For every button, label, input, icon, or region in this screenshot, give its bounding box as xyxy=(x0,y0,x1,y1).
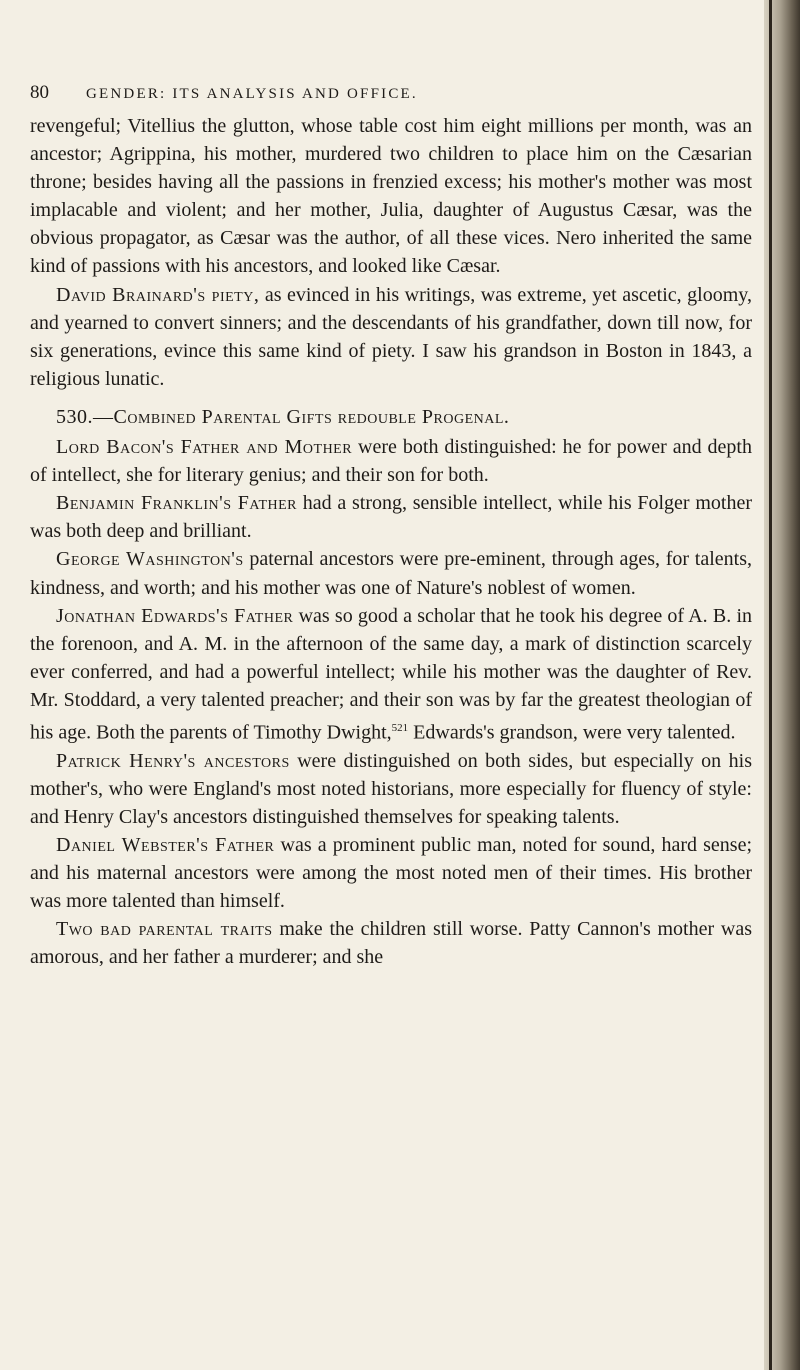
paragraph-lead: Daniel Webster's Father xyxy=(56,834,275,856)
paragraph-body: were both distinguished: he for power and depth of intellect, she for literary genius; and their son for both. xyxy=(30,436,752,487)
paragraph-vitellius: revengeful; Vitellius the glutton, whose table cost him eight millions per month, was an ancestor; Agrippina, his mother, murdered two children to place him on the Cæsarian throne; besides having all the passions in frenzied excess; his mother's mother was most implacable and violent; and her mother, Julia, daughter of Augustus Cæsar, was the obvious propagator, as Cæsar was the author, of all these vices. Nero inherited the same kind of passions with his ancestors, and looked like Cæsar. xyxy=(30,115,752,278)
paragraph-body: as evinced in his writings, was extreme, yet ascetic, gloomy, and yearned to convert sinners; and the descendants of his grandfather, down till now, for six generations, evince this same kind of piety. I saw his grandson in Boston in 1843, a religious lunatic. xyxy=(30,283,752,390)
paragraph-lead: Jonathan Edwards's Father xyxy=(56,604,294,627)
paragraph-body: make the children still worse. Patty Cannon's mother was amorous, and her father a murderer; and she xyxy=(30,918,753,969)
page-number: 80 xyxy=(30,82,49,103)
paragraph-lead: Patrick Henry's ancestors xyxy=(56,749,290,772)
paragraph-lead: Two bad parental traits xyxy=(56,918,273,941)
paragraph-bad-traits xyxy=(30,915,752,971)
paragraph-body-tail: Edwards's grandson, were very talented. xyxy=(408,721,736,744)
running-header xyxy=(30,82,750,105)
paragraph-webster xyxy=(30,831,752,915)
paragraph-brainard xyxy=(30,281,752,393)
section-heading: 530.—Combined Parental Gifts redouble Progenal. xyxy=(56,405,510,428)
paragraph-edwards xyxy=(30,602,752,747)
paragraph-body: paternal ancestors were pre-eminent, through ages, for talents, kindness, and worth; and his mother was one of Nature's noblest of women. xyxy=(30,548,753,599)
footnote-ref: 521 xyxy=(391,721,409,734)
paragraph-body: were distinguished on both sides, but especially on his mother's, who were England's most noted historians, more especially for fluency of style: and Henry Clay's ancestors distinguished themselves for speaking talents. xyxy=(30,749,752,828)
paragraph-body: had a strong, sensible intellect, while his Folger mother was both deep and brilliant. xyxy=(30,492,752,543)
paragraph-washington xyxy=(30,545,752,601)
paragraph-lead: George Washington's xyxy=(56,548,244,571)
paragraph-body: was so good a scholar that he took his degree of A. B. in the forenoon, and A. M. in the afternoon of the same day, a mark of distinction scarcely ever conferred, and had a powerful intellect; while his mother was the daughter of Rev. Mr. Stoddard, a very talented preacher; and their son was by far the greatest theologian of his age. Both the parents of Timothy Dwight, xyxy=(30,604,752,744)
paragraph-lead: David Brainard's piety, xyxy=(56,283,260,306)
paragraph-bacon xyxy=(30,433,752,489)
paragraph-lead: Lord Bacon's Father and Mother xyxy=(56,436,353,459)
page-edge-line xyxy=(769,0,772,1370)
running-title: GENDER: ITS ANALYSIS AND OFFICE. xyxy=(86,86,418,102)
paragraph-franklin xyxy=(30,489,752,545)
body-text xyxy=(30,112,752,971)
paragraph-lead: Benjamin Franklin's Father xyxy=(56,492,298,515)
paragraph-henry xyxy=(30,747,752,831)
paragraph-body: was a prominent public man, noted for sound, hard sense; and his maternal ancestors were among the most noted men of their times. His brother was more talented than himself. xyxy=(30,834,753,913)
